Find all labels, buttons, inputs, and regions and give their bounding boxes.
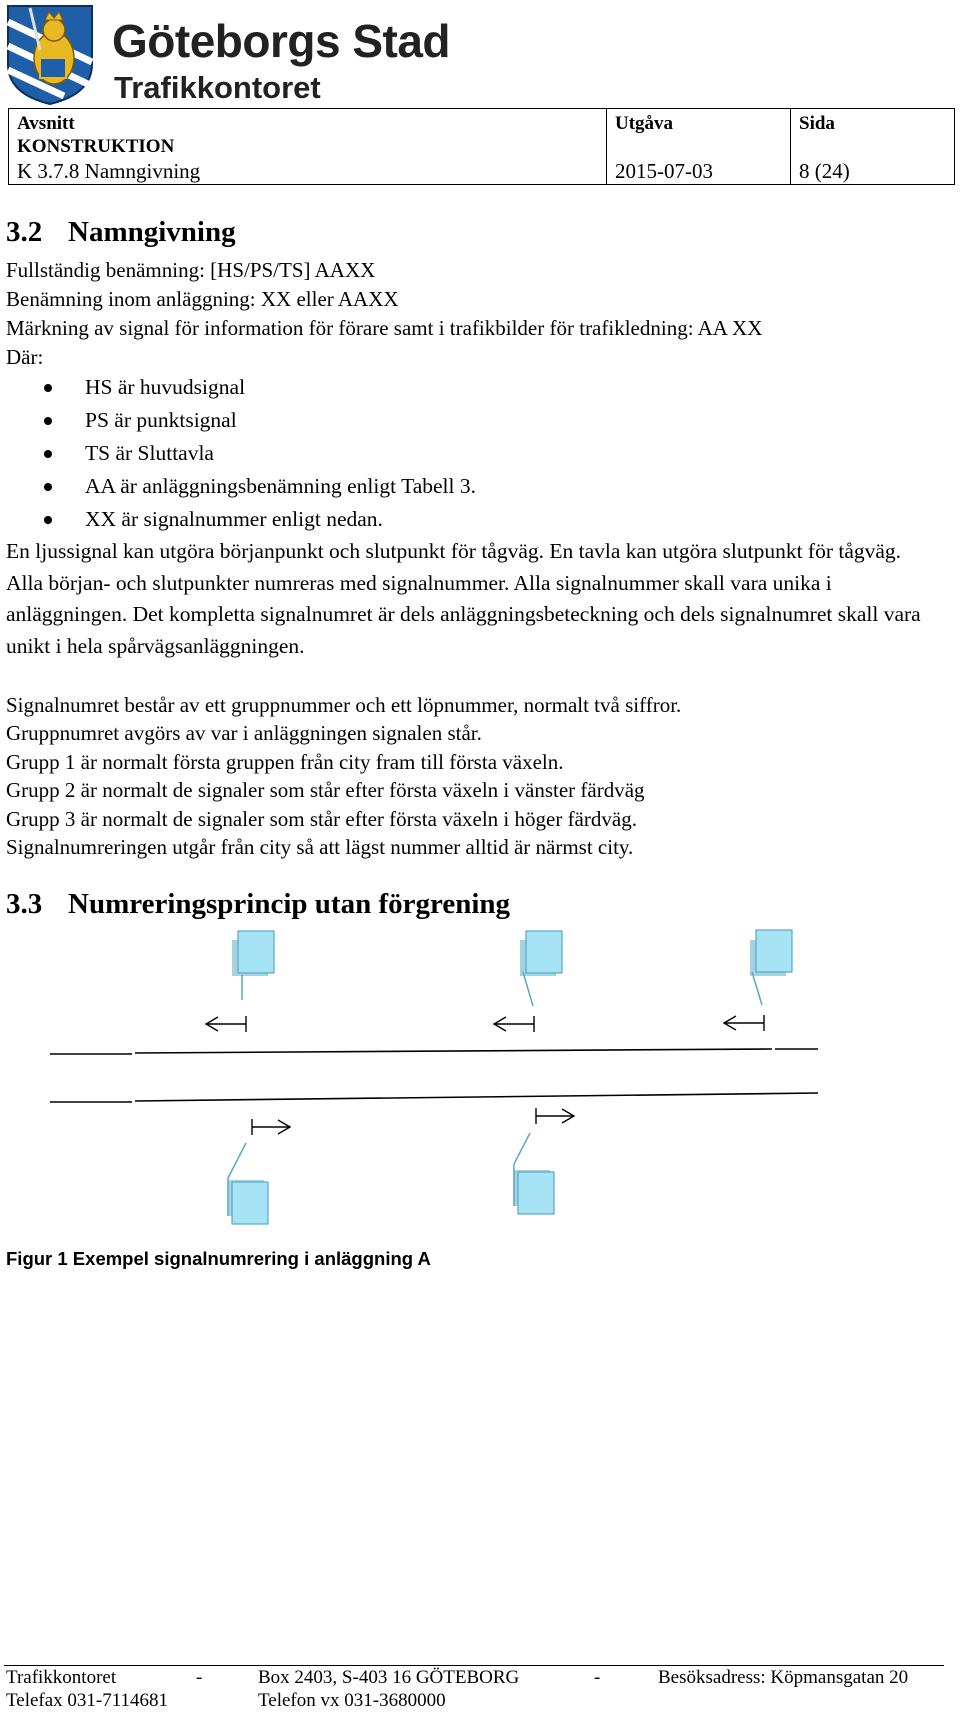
intro-line: Benämning inom anläggning: XX eller AAXX xyxy=(6,287,399,311)
body-line: Grupp 3 är normalt de signaler som står efter första växeln i höger färdväg. xyxy=(6,807,637,831)
list-item: AA är anläggningsbenämning enligt Tabell 3. xyxy=(44,470,476,503)
footer-separator: - xyxy=(594,1667,601,1688)
body-line: Grupp 2 är normalt de signaler som står efter första växeln i vänster färdväg xyxy=(6,778,645,802)
footer-fax: Telefax 031-7114681 xyxy=(6,1690,169,1711)
body-line: Signalnumret består av ett gruppnummer och ett löpnummer, normalt två siffror. xyxy=(6,693,682,717)
page-label: Sida xyxy=(799,113,835,134)
body-paragraph: En ljussignal kan utgöra börjanpunkt och slutpunkt för tågväg. En tavla kan utgöra slutpunkt för tågväg. Alla början- och slutpunkter numreras med signalnummer. Alla signalnummer skall vara unika i anläggningen. Det kompletta signalnumret är dels anläggningsbeteckning och dels signalnumret skall vara unikt i hela spårvägsanläggningen. xyxy=(6,539,921,658)
meta-page-cell xyxy=(790,109,953,184)
body-line: Grupp 1 är normalt första gruppen från city fram till första växeln. xyxy=(6,750,564,774)
right-direction-arrow-icon xyxy=(252,1119,290,1135)
figure-caption: Figur 1 Exempel signalnumrering i anläggning A xyxy=(6,1248,431,1269)
section-label: Avsnitt xyxy=(17,113,75,134)
body-line: Signalnumreringen utgår från city så att lägst nummer alltid är närmst city. xyxy=(6,835,634,859)
signal-icon xyxy=(232,931,274,1000)
track-upper xyxy=(50,1049,818,1054)
meta-section-cell xyxy=(9,109,606,184)
page-value: 8 (24) xyxy=(799,159,850,183)
org-name: Göteborgs Stad xyxy=(112,15,451,67)
section-heading-3-2: 3.2 Namngivning xyxy=(6,216,236,248)
footer-visit-address: Besöksadress: Köpmansgatan 20 xyxy=(658,1667,909,1688)
signal-icon xyxy=(228,1143,268,1224)
left-direction-arrow-icon xyxy=(494,1016,534,1032)
footer-divider xyxy=(4,1665,944,1666)
list-item: TS är Sluttavla xyxy=(44,437,476,470)
section-heading-3-3: 3.3 Numreringsprincip utan förgrening xyxy=(6,888,511,920)
footer-address: Box 2403, S-403 16 GÖTEBORG xyxy=(258,1667,520,1688)
document-meta-table xyxy=(8,108,955,185)
track-lower xyxy=(50,1093,818,1102)
right-direction-arrow-icon xyxy=(536,1108,574,1124)
city-coat-of-arms-logo xyxy=(4,2,96,106)
footer-phone: Telefon vx 031-3680000 xyxy=(258,1690,446,1711)
meta-edition-cell xyxy=(606,109,790,184)
intro-line: Där: xyxy=(6,345,44,369)
intro-line: Märkning av signal för information för förare samt i trafikbilder för trafikledning: AA XX xyxy=(6,316,763,340)
list-item: XX är signalnummer enligt nedan. xyxy=(44,503,476,536)
list-item: HS är huvudsignal xyxy=(44,371,476,404)
list-item: PS är punktsignal xyxy=(44,404,476,437)
signal-icon xyxy=(514,1133,554,1214)
edition-value: 2015-07-03 xyxy=(615,159,713,183)
org-department: Trafikkontoret xyxy=(114,70,321,105)
signal-numbering-diagram xyxy=(0,920,960,1240)
section-name: KONSTRUKTION xyxy=(17,136,175,157)
signal-icon xyxy=(750,930,792,1005)
footer-separator: - xyxy=(196,1667,203,1688)
left-direction-arrow-icon xyxy=(724,1015,764,1031)
definition-list xyxy=(44,371,476,536)
left-direction-arrow-icon xyxy=(206,1016,246,1032)
edition-label: Utgåva xyxy=(615,113,674,134)
intro-line: Fullständig benämning: [HS/PS/TS] AAXX xyxy=(6,258,376,282)
signal-icon xyxy=(520,931,562,1006)
footer-org: Trafikkontoret xyxy=(6,1667,117,1688)
section-value: K 3.7.8 Namngivning xyxy=(17,159,201,183)
body-line: Gruppnumret avgörs av var i anläggningen signalen står. xyxy=(6,721,482,745)
